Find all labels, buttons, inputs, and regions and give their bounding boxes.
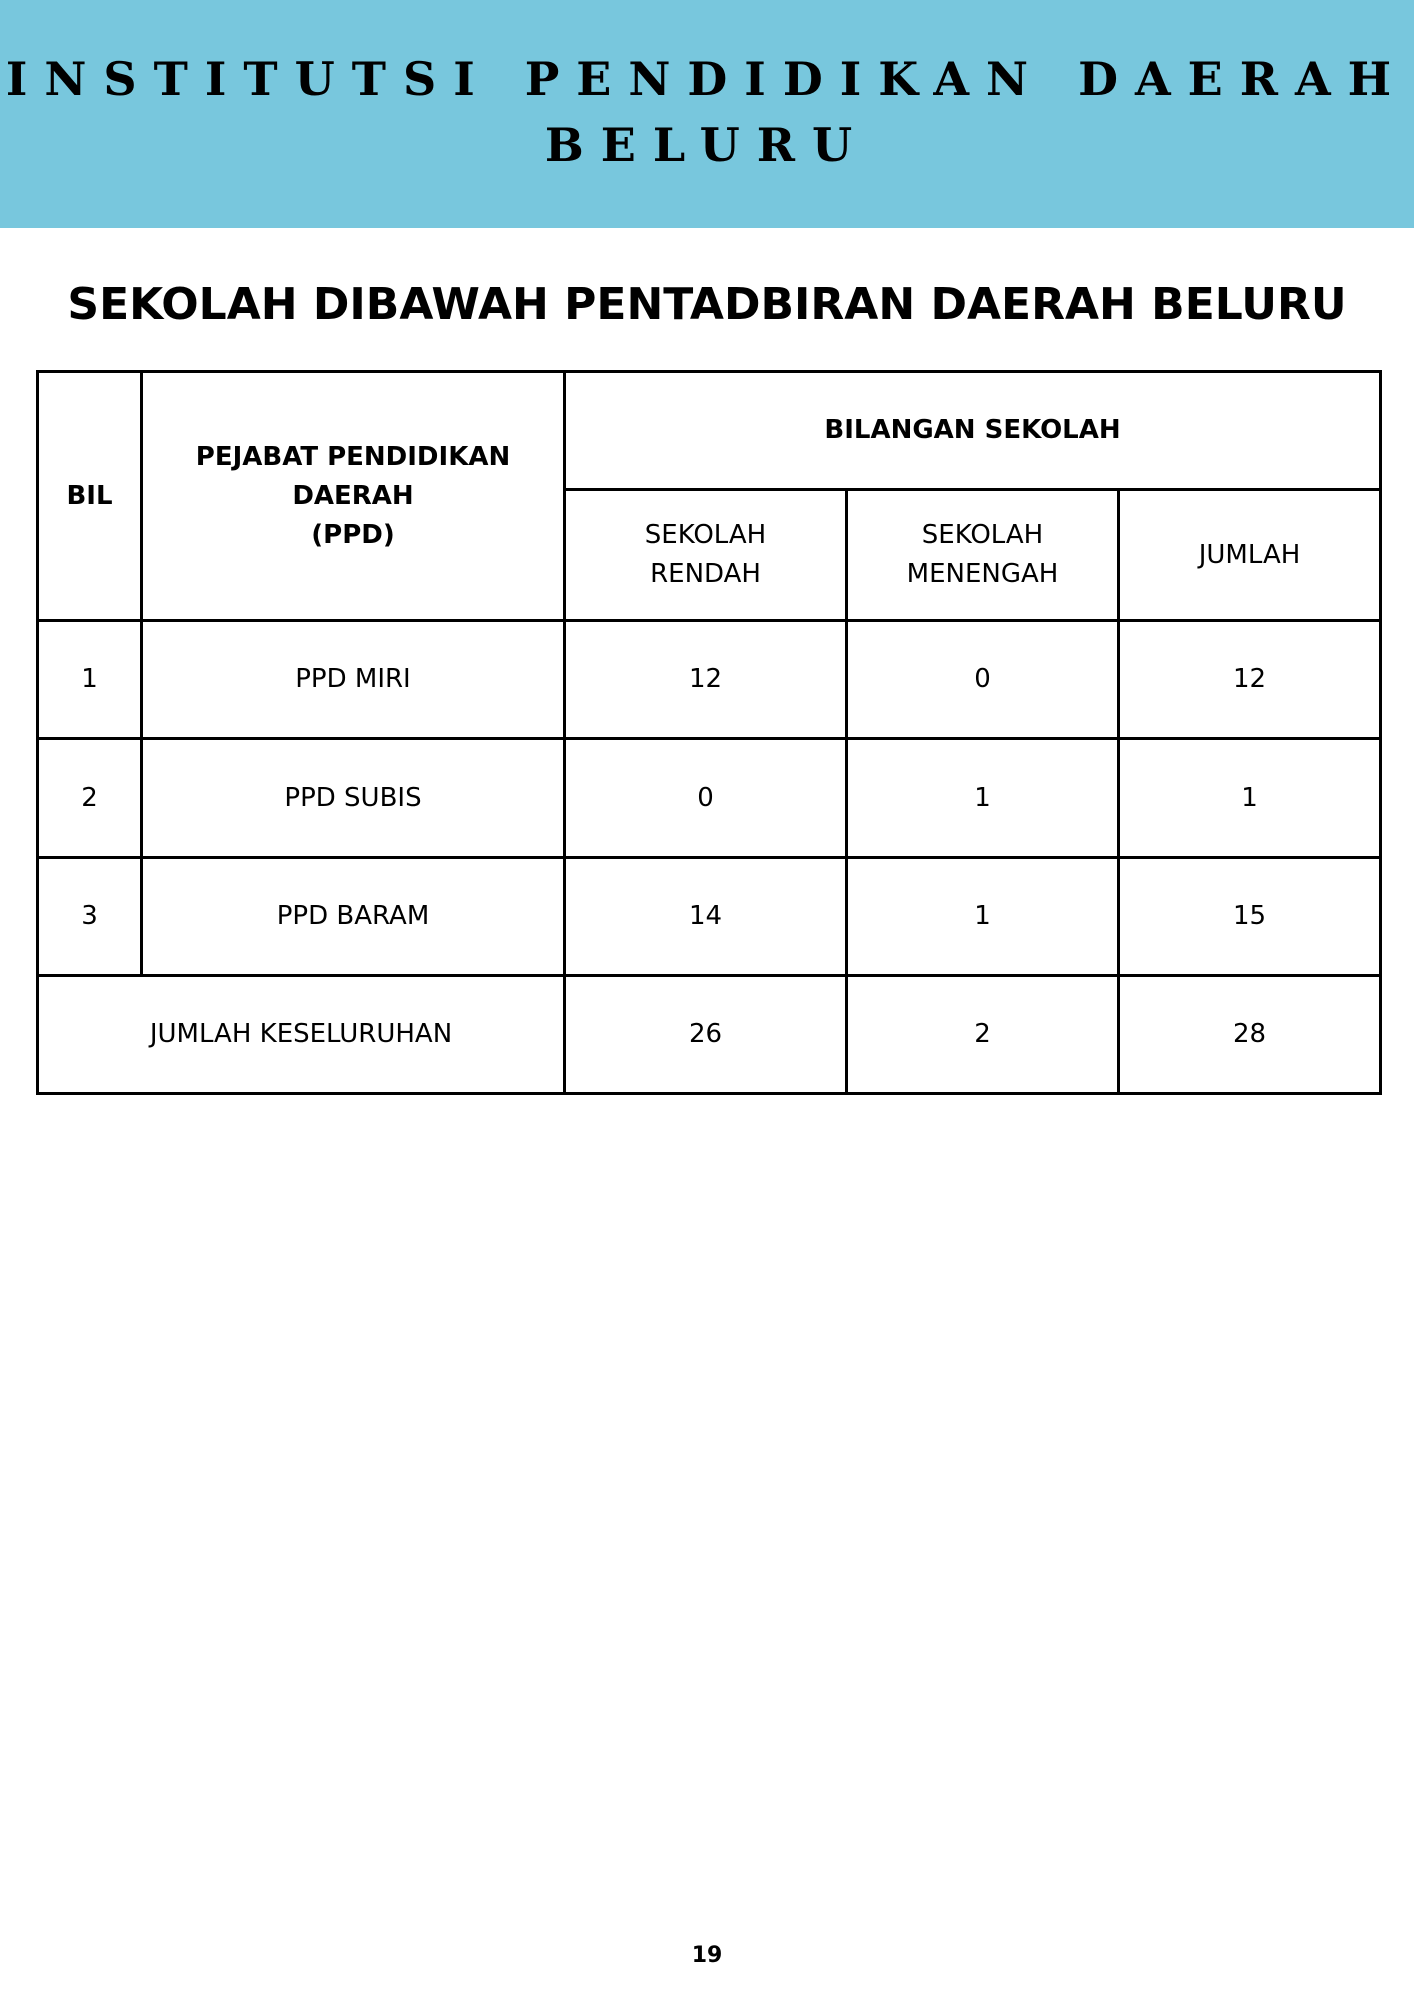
table-header-row-1: [38, 372, 1381, 490]
header-jumlah: JUMLAH: [1119, 490, 1381, 621]
header-ppd-line-3: (PPD): [311, 519, 395, 550]
cell-rendah: 14: [565, 858, 847, 976]
header-menengah-line-1: SEKOLAH: [921, 520, 1044, 550]
schools-table: [36, 370, 1382, 1095]
header-ppd-line-2: DAERAH: [292, 480, 414, 511]
cell-total-menengah: 2: [847, 976, 1119, 1094]
cell-total-rendah: 26: [565, 976, 847, 1094]
header-rendah-line-1: SEKOLAH: [644, 520, 767, 550]
header-ppd-line-1: PEJABAT PENDIDIKAN: [195, 441, 511, 472]
banner-title-line-2: BELURU: [544, 118, 870, 172]
cell-ppd: PPD MIRI: [142, 621, 565, 739]
cell-menengah: 0: [847, 621, 1119, 739]
cell-rendah: 0: [565, 739, 847, 858]
cell-bil: 2: [38, 739, 142, 858]
cell-bil: 3: [38, 858, 142, 976]
banner-title-line-1: INSTITUTSI PENDIDIKAN DAERAH: [5, 52, 1409, 106]
cell-jumlah: 1: [1119, 739, 1381, 858]
cell-jumlah: 12: [1119, 621, 1381, 739]
header-ppd: [142, 372, 565, 621]
header-bilangan-sekolah: BILANGAN SEKOLAH: [565, 372, 1381, 490]
cell-ppd: PPD BARAM: [142, 858, 565, 976]
cell-menengah: 1: [847, 739, 1119, 858]
cell-rendah: 12: [565, 621, 847, 739]
cell-bil: 1: [38, 621, 142, 739]
table-row: [38, 621, 1381, 739]
cell-jumlah: 15: [1119, 858, 1381, 976]
header-bil: BIL: [38, 372, 142, 621]
table-row: [38, 858, 1381, 976]
table-total-row: [38, 976, 1381, 1094]
page-number: 19: [691, 1943, 723, 1968]
cell-total-jumlah: 28: [1119, 976, 1381, 1094]
table-row: [38, 739, 1381, 858]
header-sekolah-rendah: [565, 490, 847, 621]
section-title: SEKOLAH DIBAWAH PENTADBIRAN DAERAH BELURU: [67, 279, 1347, 330]
cell-menengah: 1: [847, 858, 1119, 976]
header-sekolah-menengah: [847, 490, 1119, 621]
cell-ppd: PPD SUBIS: [142, 739, 565, 858]
header-rendah-line-2: RENDAH: [650, 559, 761, 589]
cell-total-label: JUMLAH KESELURUHAN: [38, 976, 565, 1094]
header-banner: [0, 0, 1414, 228]
header-menengah-line-2: MENENGAH: [906, 559, 1059, 589]
